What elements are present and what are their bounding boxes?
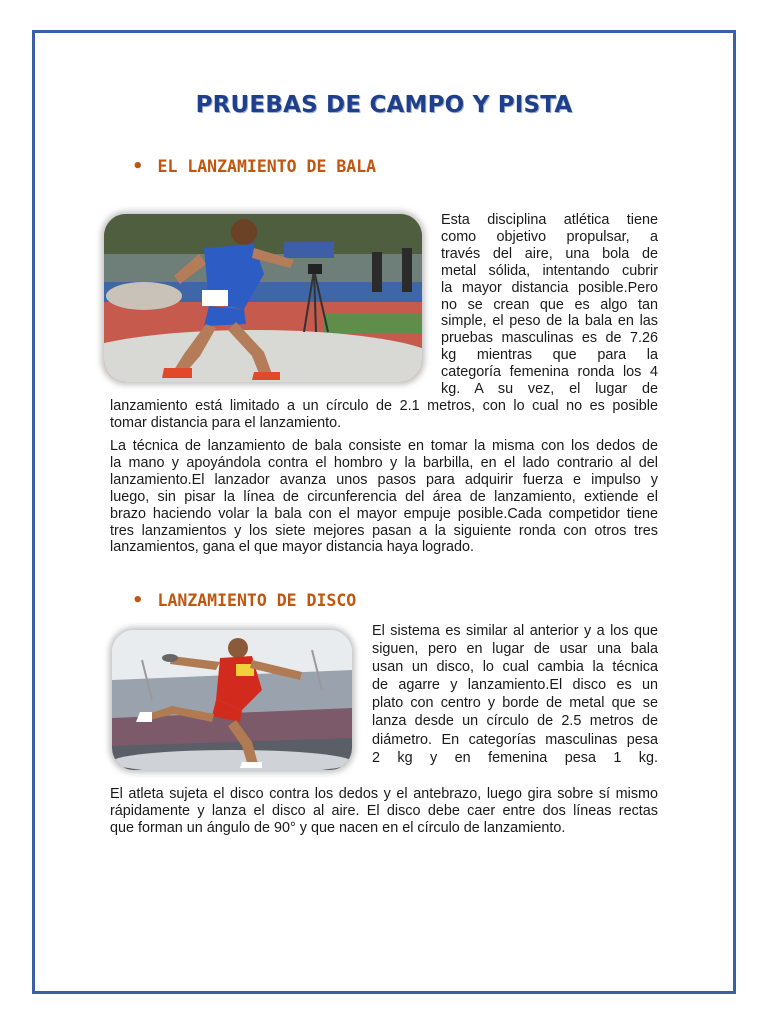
- section-heading-discus: [132, 590, 356, 611]
- text-line: la mano y apoyándola contra el hombro y la barbilla, en el lado contrario al del: [110, 454, 658, 471]
- text-line: El sistema es similar al anterior y a los que: [372, 623, 658, 639]
- text-line: Esta disciplina atlética tiene: [441, 212, 658, 228]
- bullet-icon: •: [132, 590, 144, 611]
- text-line: simple, el peso de la bala en las: [441, 313, 658, 330]
- text-line: como objetivo propulsar, a: [441, 228, 658, 245]
- text-line: 2 kg y en femenina pesa 1 kg.: [372, 749, 658, 766]
- discus-technique-paragraph: [110, 786, 658, 837]
- text-line: que forman un ángulo de 90° y que nacen en el círculo de lanzamiento.: [110, 819, 566, 836]
- text-line: La técnica de lanzamiento de bala consiste en tomar la misma con los dedos de: [110, 438, 658, 454]
- text-line: metal sólida, intentando cubrir: [441, 262, 658, 279]
- page-title: PRUEBAS DE CAMPO Y PISTA: [195, 92, 573, 118]
- text-line: plato con centro y borde de metal que se: [372, 695, 658, 712]
- text-line: categoría femenina ronda los 4: [441, 364, 658, 381]
- bullet-icon: •: [132, 156, 144, 177]
- text-line: rápidamente y lanza el disco al aire. El disco debe caer entre dos líneas rectas: [110, 802, 658, 819]
- text-line: pruebas masculinas es de 7.26: [441, 330, 658, 347]
- section-heading-label: LANZAMIENTO DE DISCO: [157, 591, 357, 610]
- text-line: lanza desde un círculo de 2.5 metros de: [372, 713, 658, 730]
- text-line: la mayor distancia posible.Pero: [441, 279, 658, 296]
- text-line: El atleta sujeta el disco contra los dedos y el antebrazo, luego gira sobre sí mismo: [110, 786, 658, 802]
- shot-put-intro-text: [441, 212, 658, 398]
- section-heading-label: EL LANZAMIENTO DE BALA: [157, 157, 377, 176]
- text-line: brazo haciendo volar la bala con el mayor empuje posible.Cada competidor tiene: [110, 505, 658, 522]
- text-line: de agarre y lanzamiento.El disco es un: [372, 677, 658, 694]
- section-heading-shot-put: [132, 156, 376, 177]
- text-line: kg mientras que para la: [441, 347, 658, 364]
- text-line: través del aire, una bola de: [441, 245, 658, 262]
- discus-intro-text: [372, 622, 658, 767]
- discus-photo: [112, 630, 352, 770]
- shot-put-photo: [104, 214, 422, 382]
- text-line: tres lanzamientos y los siete mejores pasan a la siguiente ronda con otros tres: [110, 522, 658, 539]
- text-line: usan un disco, lo cual cambia la técnica: [372, 659, 658, 676]
- text-line: luego, sin pisar la línea de circunferencia del área de lanzamiento, extiende el: [110, 488, 658, 505]
- shot-put-technique-paragraph: [110, 438, 658, 556]
- text-line: lanzamiento.El lanzador avanza unos pasos para adquirir fuerza e impulso y: [110, 471, 658, 488]
- text-line: no se crean que es algo tan: [441, 296, 658, 313]
- text-line: diámetro. En categorías masculinas pesa: [372, 731, 658, 748]
- shot-put-intro-continuation: [110, 398, 658, 432]
- text-line: lanzamiento está limitado a un círculo de 2.1 metros, con lo cual no es posible: [110, 398, 658, 414]
- text-line: siguen, pero en lugar de usar una bala: [372, 641, 658, 658]
- text-line: tomar distancia para el lanzamiento.: [110, 414, 342, 431]
- text-line: kg. A su vez, el lugar de: [441, 381, 658, 398]
- text-line: lanzamientos, gana el que mayor distancia haya logrado.: [110, 539, 474, 556]
